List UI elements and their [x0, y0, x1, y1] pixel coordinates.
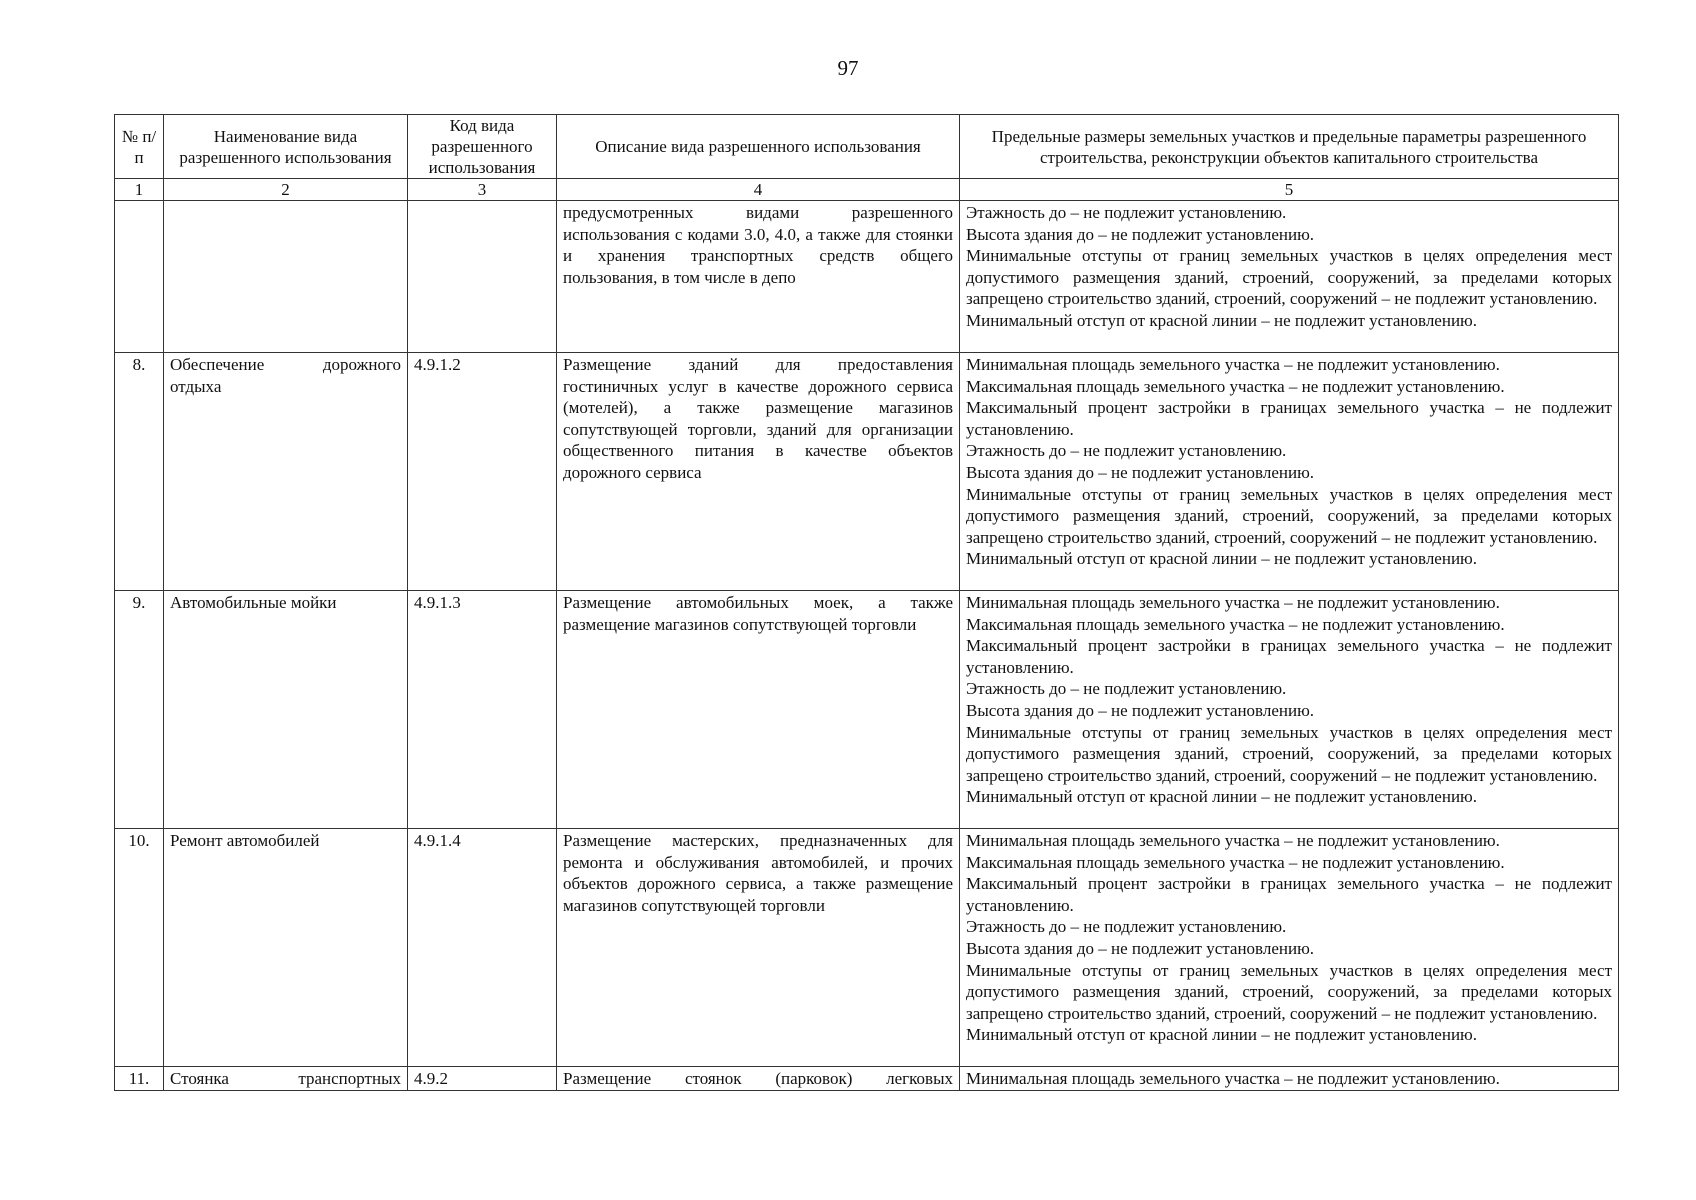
table-row — [115, 353, 1619, 591]
parameter-line: Высота здания до – не подлежит установлению. — [966, 700, 1315, 720]
header-limit-parameters: Предельные размеры земельных участков и предельные параметры разрешенного строительства, реконструкции объектов капитального строительства — [960, 115, 1619, 179]
table-row — [115, 201, 1619, 353]
limit-parameters — [960, 353, 1619, 591]
limit-parameters — [960, 1067, 1619, 1091]
parameter-line: Минимальные отступы от границ земельных участков в целях определения мест допустимого размещения зданий, строений, сооружений, за пределами которых запрещено строительство зданий, строений, сооружений – не подлежит установлению. — [966, 246, 1612, 309]
row-number: 8. — [115, 353, 164, 591]
parameter-line: Высота здания до – не подлежит установлению. — [966, 938, 1315, 958]
row-number: 10. — [115, 829, 164, 1067]
regulations-table — [114, 114, 1619, 1091]
use-name: Автомобильные мойки — [164, 591, 408, 829]
column-number: 4 — [557, 179, 960, 201]
table-row — [115, 1067, 1619, 1091]
column-number: 3 — [408, 179, 557, 201]
header-use-description: Описание вида разрешенного использования — [557, 115, 960, 179]
limit-parameters — [960, 829, 1619, 1067]
column-number: 1 — [115, 179, 164, 201]
use-code — [408, 201, 557, 353]
use-description: предусмотренных видами разрешенного использования с кодами 3.0, 4.0, а также для стоянки и хранения транспортных средств общего пользования, в том числе в депо — [557, 201, 960, 353]
use-description: Размещение мастерских, предназначенных для ремонта и обслуживания автомобилей, и прочих объектов дорожного сервиса, а также размещение магазинов сопутствующей торговли — [557, 829, 960, 1067]
parameter-line: Максимальная площадь земельного участка – не подлежит установлению. — [966, 852, 1505, 872]
use-description: Размещение автомобильных моек, а также размещение магазинов сопутствующей торговли — [557, 591, 960, 829]
parameter-line: Этажность до – не подлежит установлению. — [966, 441, 1287, 461]
parameter-line: Высота здания до – не подлежит установлению. — [966, 462, 1315, 482]
row-number: 11. — [115, 1067, 164, 1091]
use-code: 4.9.1.2 — [408, 353, 557, 591]
parameter-line: Минимальный отступ от красной линии – не подлежит установлению. — [966, 310, 1477, 330]
parameter-line: Максимальный процент застройки в границах земельного участка – не подлежит установлению. — [966, 874, 1612, 915]
use-name: Стоянка транспортных — [164, 1067, 408, 1091]
parameter-line: Минимальный отступ от красной линии – не подлежит установлению. — [966, 787, 1477, 807]
use-name: Ремонт автомобилей — [164, 829, 408, 1067]
header-number: № п/п — [115, 115, 164, 179]
parameter-line: Минимальный отступ от красной линии – не подлежит установлению. — [966, 1025, 1477, 1045]
table-row — [115, 829, 1619, 1067]
table-header-row — [115, 115, 1619, 179]
column-number: 2 — [164, 179, 408, 201]
parameter-line: Минимальная площадь земельного участка – не подлежит установлению. — [966, 355, 1500, 374]
use-code: 4.9.1.4 — [408, 829, 557, 1067]
row-number: 9. — [115, 591, 164, 829]
use-code: 4.9.2 — [408, 1067, 557, 1091]
use-name — [164, 201, 408, 353]
parameter-line: Минимальная площадь земельного участка – не подлежит установлению. — [966, 831, 1500, 850]
use-name: Обеспечение дорожного отдыха — [164, 353, 408, 591]
parameter-line: Минимальные отступы от границ земельных участков в целях определения мест допустимого размещения зданий, строений, сооружений, за пределами которых запрещено строительство зданий, строений, сооружений – не подлежит установлению. — [966, 484, 1612, 547]
parameter-line: Минимальная площадь земельного участка – не подлежит установлению. — [966, 593, 1500, 612]
parameter-line: Высота здания до – не подлежит установлению. — [966, 224, 1315, 244]
header-use-name: Наименование вида разрешенного использования — [164, 115, 408, 179]
page-number: 97 — [837, 56, 859, 80]
use-description: Размещение зданий для предоставления гостиничных услуг в качестве дорожного сервиса (мотелей), а также размещение магазинов сопутствующей торговли, зданий для организации общественного питания в качестве объектов дорожного сервиса — [557, 353, 960, 591]
parameter-line: Этажность до – не подлежит установлению. — [966, 917, 1287, 937]
parameter-line: Максимальный процент застройки в границах земельного участка – не подлежит установлению. — [966, 398, 1612, 439]
column-number-row — [115, 179, 1619, 201]
parameter-line: Максимальный процент застройки в границах земельного участка – не подлежит установлению. — [966, 636, 1612, 677]
header-use-code: Код вида разрешенного использования — [408, 115, 557, 179]
use-code: 4.9.1.3 — [408, 591, 557, 829]
parameter-line: Минимальные отступы от границ земельных участков в целях определения мест допустимого размещения зданий, строений, сооружений, за пределами которых запрещено строительство зданий, строений, сооружений – не подлежит установлению. — [966, 960, 1612, 1023]
parameter-line: Максимальная площадь земельного участка – не подлежит установлению. — [966, 376, 1505, 396]
parameter-line: Минимальный отступ от красной линии – не подлежит установлению. — [966, 549, 1477, 569]
table-row — [115, 591, 1619, 829]
row-number — [115, 201, 164, 353]
use-description: Размещение стоянок (парковок) легковых — [557, 1067, 960, 1091]
parameter-line: Минимальная площадь земельного участка – не подлежит установлению. — [966, 1069, 1500, 1088]
parameter-line: Этажность до – не подлежит установлению. — [966, 679, 1287, 699]
limit-parameters — [960, 591, 1619, 829]
parameter-line: Максимальная площадь земельного участка – не подлежит установлению. — [966, 614, 1505, 634]
limit-parameters — [960, 201, 1619, 353]
parameter-line: Этажность до – не подлежит установлению. — [966, 203, 1287, 222]
parameter-line: Минимальные отступы от границ земельных участков в целях определения мест допустимого размещения зданий, строений, сооружений, за пределами которых запрещено строительство зданий, строений, сооружений – не подлежит установлению. — [966, 722, 1612, 785]
column-number: 5 — [960, 179, 1619, 201]
